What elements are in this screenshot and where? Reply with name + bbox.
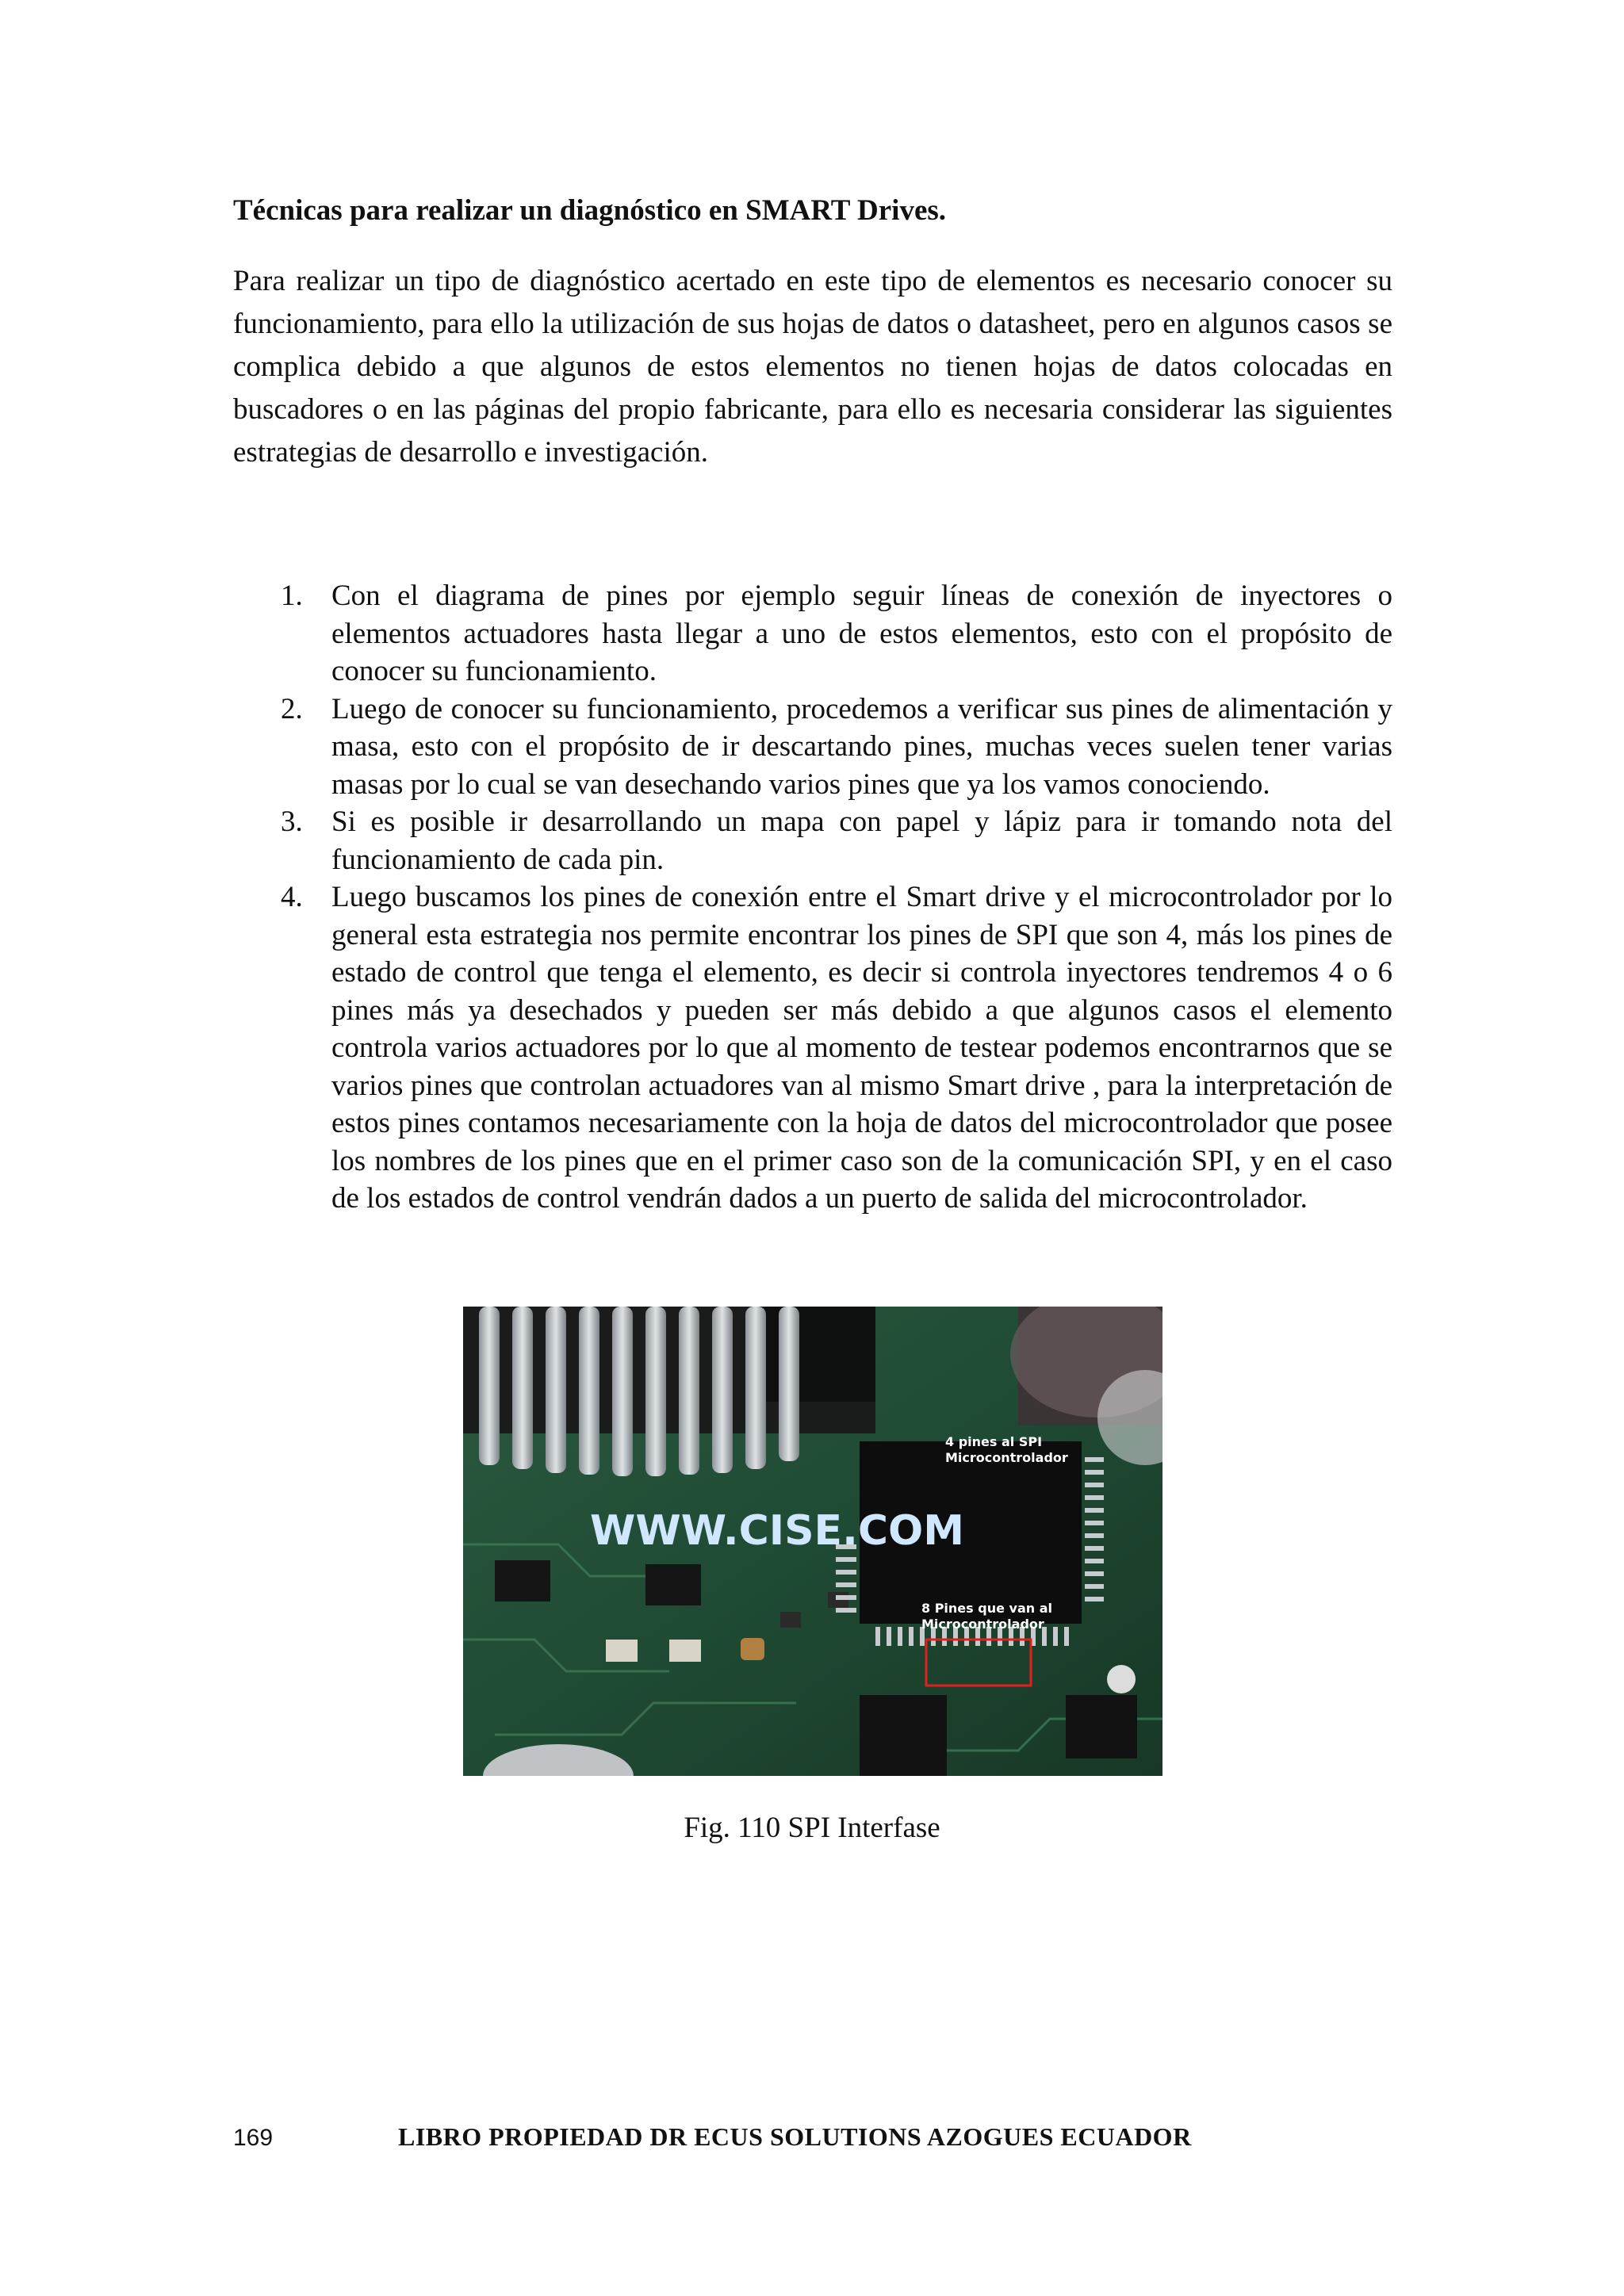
list-item xyxy=(233,577,1392,691)
list-item-text: Si es posible ir desarrollando un mapa con papel y lápiz para ir tomando nota del funcionamiento de cada pin. xyxy=(331,806,1392,876)
spi-label-line2: Microcontrolador xyxy=(945,1450,1068,1465)
page-number: 169 xyxy=(233,2125,274,2151)
pcb-photo-figure xyxy=(463,1307,1162,1776)
list-item-text: Luego buscamos los pines de conexión entre el Smart drive y el microcontrolador por lo general esta estrategia nos permite encontrar los pines de SPI que son 4, más los pines de estado de control que tenga el elemento, es decir si controla inyectores tendremos 4 o 6 pines más ya desechados y pueden ser más debido a que algunos casos el elemento controla varios actuadores por lo que al momento de testear podemos encontrarnos que se varios pines que controlan actuadores van al mismo Smart drive , para la interpretación de estos pines contamos necesariamente con la hoja de datos del microcontrolador que posee los nombres de los pines que en el primer caso son de la comunicación SPI, y en el caso de los estados de control vendrán dados a un puerto de salida del microcontrolador. xyxy=(331,881,1392,1215)
list-item xyxy=(233,803,1392,878)
list-item xyxy=(233,878,1392,1218)
list-item-number: 4. xyxy=(281,881,303,913)
pins-label-line2: Microcontrolador xyxy=(921,1617,1044,1632)
list-item-text: Luego de conocer su funcionamiento, procedemos a verificar sus pines de alimentación y masa, esto con el propósito de ir descartando pines, muchas veces suelen tener varias masas por lo cual se van desechando varios pines que ya los vamos conociendo. xyxy=(331,692,1392,801)
watermark-text: WWW.CISE.COM xyxy=(590,1507,964,1555)
section-heading: Técnicas para realizar un diagnóstico en SMART Drives. xyxy=(233,194,947,227)
intro-paragraph: Para realizar un tipo de diagnóstico acertado en este tipo de elementos es necesario conocer su funcionamiento, para ello la utilización de sus hojas de datos o datasheet, pero en algunos casos se complica debido a que algunos de estos elementos no tienen hojas de datos colocadas en buscadores o en las páginas del propio fabricante, para ello es necesaria considerar las siguientes estrategias de desarrollo e investigación. xyxy=(233,265,1392,469)
figure-caption: Fig. 110 SPI Interfase xyxy=(684,1812,940,1844)
list-item xyxy=(233,691,1392,804)
list-item-number: 3. xyxy=(281,806,303,838)
footer-text: LIBRO PROPIEDAD DR ECUS SOLUTIONS AZOGUES ECUADOR xyxy=(398,2122,1192,2151)
list-item-number: 1. xyxy=(281,580,303,612)
list-item-text: Con el diagrama de pines por ejemplo seguir líneas de conexión de inyectores o elementos actuadores hasta llegar a uno de estos elementos, esto con el propósito de conocer su funcionamiento. xyxy=(331,580,1392,687)
list-item-number: 2. xyxy=(281,692,303,725)
pins-label-line1: 8 Pines que van al xyxy=(921,1601,1052,1616)
strategy-list xyxy=(233,577,1392,1218)
pcb-photo xyxy=(463,1307,1162,1776)
spi-label-line1: 4 pines al SPI xyxy=(945,1434,1043,1449)
